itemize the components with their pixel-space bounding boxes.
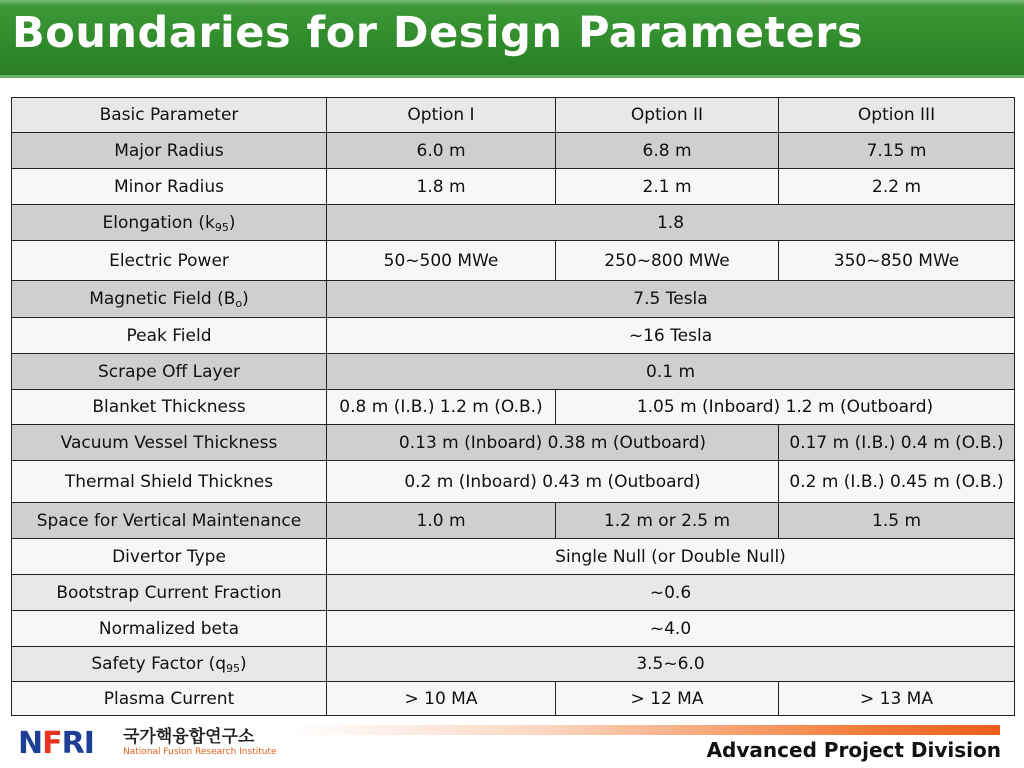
label-text-end: ) (228, 212, 236, 233)
table-row (12, 682, 1015, 716)
table-cell-merged: 3.5~6.0 (327, 647, 1015, 682)
table-cell: 1.2 m or 2.5 m (556, 503, 779, 539)
table-cell-merged: ~4.0 (327, 611, 1015, 647)
label-subscript: 95 (226, 662, 240, 675)
label-text: Elongation (k (102, 212, 215, 233)
label-subscript: o (235, 297, 243, 310)
table-cell: 0.8 m (I.B.) 1.2 m (O.B.) (327, 390, 556, 425)
slide-title: Boundaries for Design Parameters (12, 8, 864, 58)
table-cell: 1.0 m (327, 503, 556, 539)
header-cell: Option III (779, 98, 1015, 133)
table-row (12, 133, 1015, 169)
table-cell-merged: 7.5 Tesla (327, 281, 1015, 318)
logo-mark (18, 727, 94, 761)
param-label: Minor Radius (12, 169, 327, 205)
table-cell: 250~800 MWe (556, 241, 779, 281)
table-cell-merged: 0.2 m (Inboard) 0.43 m (Outboard) (327, 461, 779, 503)
table-row (12, 539, 1015, 575)
table-cell-merged: 0.13 m (Inboard) 0.38 m (Outboard) (327, 425, 779, 461)
division-name: Advanced Project Division (706, 738, 1001, 762)
table-cell: 6.0 m (327, 133, 556, 169)
table-row (12, 461, 1015, 503)
table-row (12, 503, 1015, 539)
table-cell-merged: ~16 Tesla (327, 318, 1015, 354)
param-label (12, 281, 327, 318)
table-header-row (12, 98, 1015, 133)
table-row (12, 354, 1015, 390)
header-cell: Basic Parameter (12, 98, 327, 133)
table-cell-merged: 0.1 m (327, 354, 1015, 390)
header-cell: Option I (327, 98, 556, 133)
param-label (12, 647, 327, 682)
param-label: Normalized beta (12, 611, 327, 647)
table-cell: 6.8 m (556, 133, 779, 169)
table-cell: > 13 MA (779, 682, 1015, 716)
nfri-logo (18, 727, 278, 763)
param-label: Thermal Shield Thicknes (12, 461, 327, 503)
param-label: Space for Vertical Maintenance (12, 503, 327, 539)
table-row (12, 318, 1015, 354)
table-cell: 2.2 m (779, 169, 1015, 205)
table-cell-merged: 1.8 (327, 205, 1015, 241)
param-label: Plasma Current (12, 682, 327, 716)
logo-korean-name: 국가핵융합연구소 (123, 727, 255, 747)
table-row (12, 611, 1015, 647)
table-row (12, 205, 1015, 241)
param-label: Major Radius (12, 133, 327, 169)
table-cell: 2.1 m (556, 169, 779, 205)
title-bar (0, 0, 1024, 78)
footer-accent-line (288, 725, 1000, 735)
table-cell: 0.17 m (I.B.) 0.4 m (O.B.) (779, 425, 1015, 461)
logo-mark-text: NFRI (18, 726, 94, 761)
table-cell: 50~500 MWe (327, 241, 556, 281)
title-bar-highlight (0, 0, 1024, 6)
param-label: Divertor Type (12, 539, 327, 575)
table-cell: 1.8 m (327, 169, 556, 205)
logo-english-name: National Fusion Research Institute (123, 747, 277, 757)
label-subscript: 95 (214, 220, 229, 234)
table-row (12, 575, 1015, 611)
label-text: Magnetic Field (B (89, 289, 236, 309)
label-text-end: ) (240, 654, 247, 674)
param-label: Electric Power (12, 241, 327, 281)
param-label: Peak Field (12, 318, 327, 354)
table-cell-merged: ~0.6 (327, 575, 1015, 611)
param-label (12, 205, 327, 241)
table-cell: > 10 MA (327, 682, 556, 716)
table-row (12, 390, 1015, 425)
table-cell-merged: 1.05 m (Inboard) 1.2 m (Outboard) (556, 390, 1015, 425)
label-text-end: ) (242, 289, 249, 309)
param-label: Vacuum Vessel Thickness (12, 425, 327, 461)
table-row (12, 281, 1015, 318)
table-row (12, 647, 1015, 682)
table-cell: 7.15 m (779, 133, 1015, 169)
param-label: Bootstrap Current Fraction (12, 575, 327, 611)
table-cell-merged: Single Null (or Double Null) (327, 539, 1015, 575)
table-cell: 0.2 m (I.B.) 0.45 m (O.B.) (779, 461, 1015, 503)
label-text: Safety Factor (q (91, 654, 226, 674)
table-cell: > 12 MA (556, 682, 779, 716)
param-label: Blanket Thickness (12, 390, 327, 425)
table-row (12, 169, 1015, 205)
header-cell: Option II (556, 98, 779, 133)
param-label: Scrape Off Layer (12, 354, 327, 390)
table-cell: 350~850 MWe (779, 241, 1015, 281)
design-parameters-table (11, 97, 1015, 716)
table-row (12, 241, 1015, 281)
table-cell: 1.5 m (779, 503, 1015, 539)
table-row (12, 425, 1015, 461)
